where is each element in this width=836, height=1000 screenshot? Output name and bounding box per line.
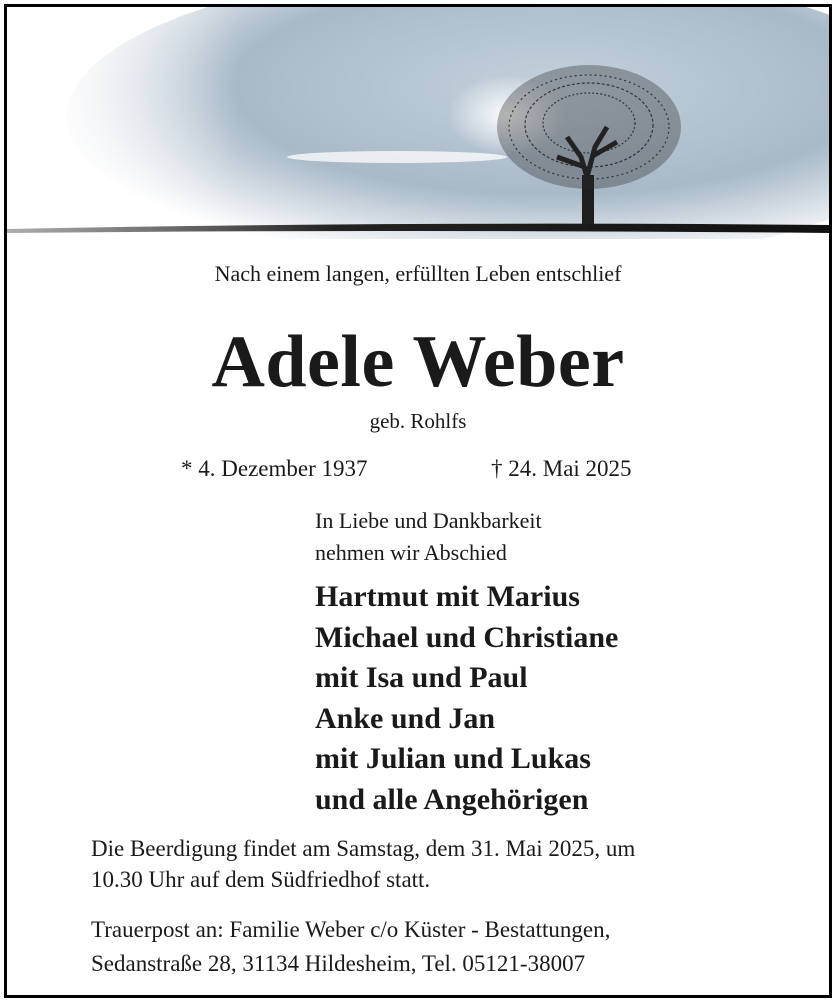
mourner-line: mit Isa und Paul: [315, 661, 528, 694]
farewell-line: In Liebe und Dankbarkeit: [315, 508, 542, 533]
birth-date: * 4. Dezember 1937: [181, 456, 368, 481]
mourners-list: [315, 577, 618, 820]
obituary-notice: [4, 4, 832, 998]
mourner-line: Michael und Christiane: [315, 620, 619, 654]
address-line: Sedanstraße 28, 31134 Hildesheim, Tel. 05121-38007: [91, 951, 586, 976]
mourner-line: und alle Angehörigen: [315, 782, 589, 816]
condolence-address: [91, 913, 811, 981]
deceased-name: Adele Weber: [211, 321, 625, 403]
maiden-name: geb. Rohlfs: [369, 409, 467, 433]
address-line: Trauerpost an: Familie Weber c/o Küster - Bestattungen,: [91, 917, 611, 942]
mourner-line: Hartmut mit Marius: [315, 580, 580, 613]
farewell-text: [315, 505, 542, 569]
mourner-line: Anke und Jan: [315, 701, 496, 735]
funeral-line: Die Beerdigung findet am Samstag, dem 31. Mai 2025, um: [91, 836, 636, 861]
funeral-info: [91, 833, 791, 895]
tree-banner-image: [7, 7, 829, 239]
farewell-line: nehmen wir Abschied: [315, 540, 507, 565]
mourner-line: mit Julian und Lukas: [315, 742, 591, 775]
funeral-line: 10.30 Uhr auf dem Südfriedhof statt.: [91, 867, 431, 892]
death-date: † 24. Mai 2025: [491, 456, 632, 481]
intro-text: Nach einem langen, erfüllten Leben entschlief: [214, 261, 622, 286]
